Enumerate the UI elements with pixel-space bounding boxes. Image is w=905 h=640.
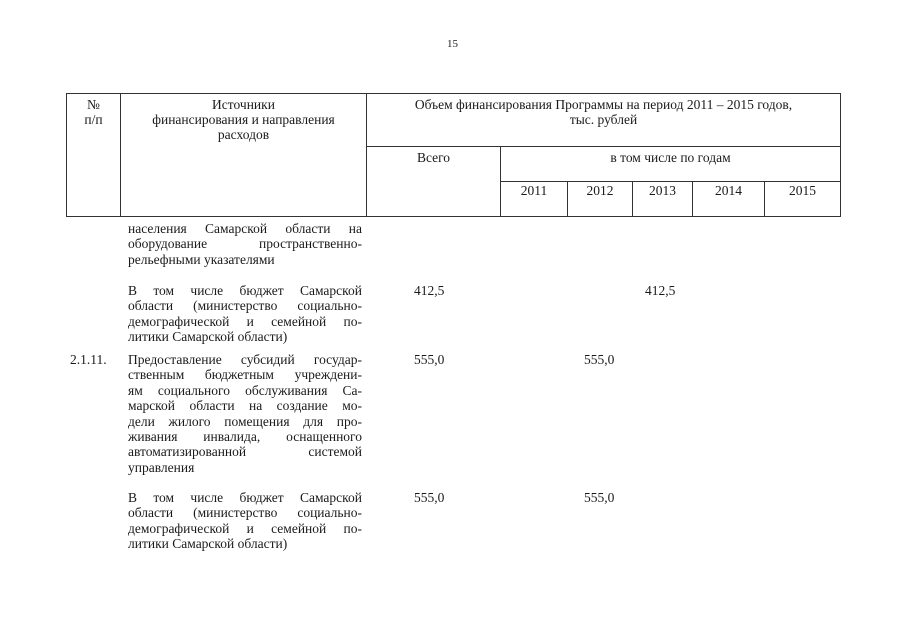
table-border	[500, 181, 841, 182]
row-text-line: ственным бюджетным учреждени-	[128, 367, 362, 383]
row-text-line: демографической и семейной по-	[128, 313, 362, 329]
row-total: 412,5	[414, 283, 445, 298]
table-border	[366, 146, 841, 147]
row-text-line: литики Самарской области)	[128, 536, 288, 552]
row-text-line: области (министерство социально-	[128, 298, 362, 314]
row-text-line: В том числе бюджет Самарской	[128, 283, 362, 298]
row-value-2012: 555,0	[584, 352, 615, 367]
header-year: 2013	[649, 183, 676, 198]
row-text-line: автоматизированной системой	[128, 444, 362, 460]
row-text-line: литики Самарской области)	[128, 329, 288, 345]
header-year: 2011	[520, 183, 548, 198]
header-year: 2012	[586, 183, 614, 198]
table-row	[128, 283, 362, 345]
row-text-line: демографической и семейной по-	[128, 520, 362, 536]
header-number: № п/п	[84, 97, 103, 127]
row-text-line: рельефными указателями	[128, 251, 275, 267]
header-volume: Объем финансирования Программы на период 2011 – 2015 годов, тыс. рублей	[414, 97, 793, 127]
table-row	[128, 352, 362, 475]
row-value-2012: 555,0	[584, 490, 615, 505]
table-border	[66, 216, 841, 217]
header-source: Источники финансирования и направления расходов	[152, 97, 335, 142]
page-number: 15	[447, 38, 458, 50]
header-total: Всего	[416, 150, 451, 165]
header-year: 2015	[789, 183, 816, 198]
row-total: 555,0	[414, 490, 445, 505]
row-text-line: В том числе бюджет Самарской	[128, 490, 362, 505]
row-text-line: области (министерство социально-	[128, 505, 362, 521]
row-text-line: живания инвалида, оснащенного	[128, 429, 362, 445]
table-border	[840, 93, 841, 217]
row-total: 555,0	[414, 352, 445, 367]
table-row	[128, 221, 362, 267]
row-text-line: населения Самарской области на	[128, 221, 362, 236]
row-value-2013: 412,5	[645, 283, 676, 298]
row-text-line: ям социального обслуживания Са-	[128, 382, 362, 398]
row-number: 2.1.11.	[70, 352, 107, 367]
table-border	[66, 93, 841, 94]
row-text-line: марской области на создание мо-	[128, 398, 362, 414]
row-text-line: управления	[128, 459, 195, 475]
row-text-line: оборудование пространственно-	[128, 236, 362, 252]
table-row	[128, 490, 362, 552]
header-year: 2014	[715, 183, 742, 198]
row-text-line: Предоставление субсидий государ-	[128, 352, 362, 367]
header-by-years: в том числе по годам	[610, 150, 731, 165]
row-text-line: дели жилого помещения для про-	[128, 413, 362, 429]
